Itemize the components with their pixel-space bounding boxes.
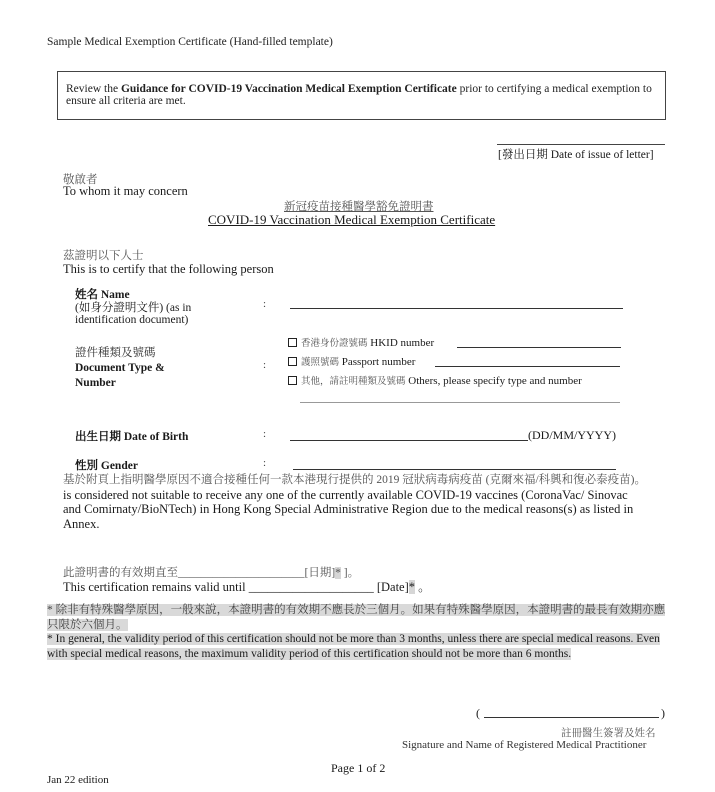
guidance-title-bold: Guidance for COVID-19 Vaccination Medical Exemption Certificate (120, 83, 457, 95)
validity-en-prefix: This certification remains valid until (63, 580, 249, 594)
option-passport[interactable] (288, 354, 415, 368)
guidance-notice-text (66, 83, 662, 107)
statement-zh: 基於附頁上指明醫學原因不適合接種任何一款本港現行提供的 2019 冠狀病毒病疫苗 (克爾來福/科興和復必泰疫苗)。 (63, 474, 646, 486)
certificate-title-en: COVID-19 Vaccination Medical Exemption Certificate (208, 212, 496, 227)
document-type-label (75, 346, 165, 391)
option-hkid[interactable] (288, 335, 434, 349)
validity-footnote (47, 603, 667, 661)
validity-en-date-blank[interactable]: ____________________ (248, 580, 374, 594)
statement-en: is considered not suitable to receive any one of the currently available COVID-19 vaccines (CoronaVac/ Sinovac and Comirnaty/BioNTech) in Hong Kong Special Administrative Region due to the medical reasons(s) as listed in Annex. (63, 487, 634, 531)
validity-en-date-label: [Date] (373, 580, 409, 594)
footnote-zh: * 除非有特殊醫學原因，一般來說，本證明書的有效期不應長於三個月。如果有特殊醫學原因，本證明書的最長有效期亦應只限於六個月。 (47, 604, 666, 631)
gender-label: 性別 Gender (75, 460, 138, 472)
name-label-note-1: (如身分證明文件) (as in (75, 301, 192, 314)
name-label-title: 姓名 Name (75, 289, 130, 301)
signature-label-zh: 註冊醫生簽署及姓名 (561, 728, 656, 739)
document-colon: : (263, 359, 267, 371)
edition-label: Jan 22 edition (47, 774, 109, 786)
passport-checkbox[interactable] (288, 357, 297, 366)
validity-en-asterisk: * (408, 580, 416, 594)
validity-zh-prefix: 此證明書的有效期直至 (63, 567, 178, 579)
signature-label-en: Signature and Name of Registered Medical Practitioner (402, 739, 647, 751)
hkid-input-line[interactable] (457, 347, 621, 348)
document-type-label-en-1: Document Type & (75, 362, 165, 374)
certify-intro-en: This is to certify that the following person (63, 262, 274, 276)
guidance-notice-box (57, 71, 666, 120)
footnote-en: * In general, the validity period of this certification should not be more than 3 months, unless there are special medical reasons. Even with special medical reasons, the maximum validity period of this certification should not be more than 6 months. (47, 633, 660, 660)
validity-zh-asterisk: * (335, 567, 341, 579)
document-type-label-zh: 證件種類及號碼 (75, 347, 156, 359)
hkid-label-zh: 香港身份證號碼 (301, 339, 368, 349)
document-type-label-en-2: Number (75, 377, 116, 389)
others-input-line[interactable] (300, 402, 620, 403)
salutation-zh: 敬啟者 (63, 174, 98, 186)
others-checkbox[interactable] (288, 376, 297, 385)
signature-close-paren: ) (661, 706, 665, 720)
passport-label-en: Passport number (341, 356, 416, 368)
notice-prefix: Review the (66, 83, 121, 95)
validity-en (63, 577, 431, 595)
notice-suffix: prior to certifying a medical exemption to ensure all criteria are met. (66, 83, 652, 107)
dob-colon: : (263, 428, 267, 440)
statement-paragraph (63, 473, 663, 531)
document-header-title: Sample Medical Exemption Certificate (Hand-filled template) (47, 36, 333, 48)
validity-en-end: 。 (415, 580, 431, 594)
gender-colon: : (263, 457, 267, 469)
validity-zh-end: ]。 (340, 567, 360, 579)
others-label-en: Others, please specify type and number (408, 375, 582, 387)
salutation-en: To whom it may concern (63, 184, 188, 198)
name-field-label (75, 289, 191, 327)
issue-date-line[interactable] (497, 144, 665, 145)
signature-line[interactable] (484, 717, 659, 718)
issue-date-label: [發出日期 Date of issue of letter] (498, 149, 654, 161)
hkid-checkbox[interactable] (288, 338, 297, 347)
validity-zh-date-label: [日期] (304, 567, 336, 579)
signature-open-paren: ( (476, 706, 480, 720)
passport-input-line[interactable] (435, 366, 620, 367)
page-number: Page 1 of 2 (331, 761, 386, 775)
hkid-label-en: HKID number (370, 337, 435, 349)
name-input-line[interactable] (290, 308, 623, 309)
gender-input-line[interactable] (293, 469, 616, 470)
name-colon: : (263, 298, 267, 310)
validity-zh-date-blank[interactable]: ______________________ (178, 567, 305, 579)
passport-label-zh: 護照號碼 (301, 358, 340, 368)
certify-intro-zh: 茲證明以下人士 (63, 250, 144, 262)
certificate-title-zh: 新冠疫苗接種醫學豁免證明書 (284, 201, 434, 213)
dob-label: 出生日期 Date of Birth (75, 431, 189, 443)
dob-format-hint: (DD/MM/YYYY) (528, 428, 616, 442)
option-others[interactable] (288, 373, 582, 387)
others-label-zh: 其他，請註明種類及號碼 (301, 377, 406, 387)
name-label-note-2: identification document) (75, 314, 189, 326)
dob-input-line[interactable] (290, 440, 528, 441)
